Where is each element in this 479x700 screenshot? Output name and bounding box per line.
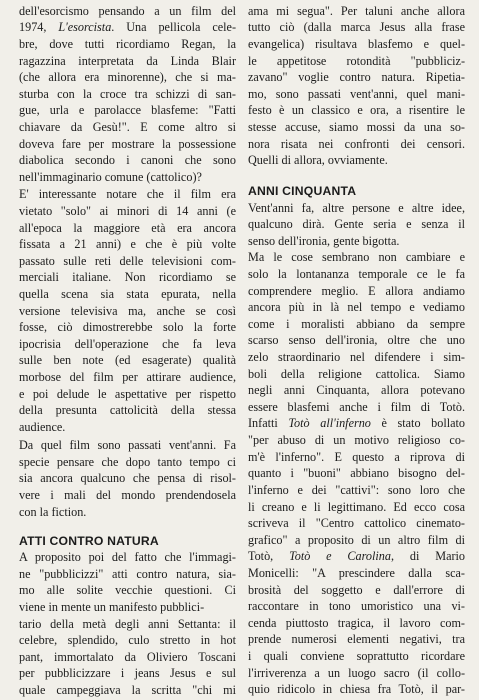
text-line: Ma le cose sembrano non cambiare e [248, 250, 465, 264]
text-line: (che allora era minorenne), che si ma- [19, 70, 236, 84]
film-title: L'esorcista [58, 20, 112, 34]
text-line: negli anni Cinquanta, allora potevano [248, 383, 465, 397]
text-line: per pubblicizzare i jeans Jesus e sul [19, 666, 236, 680]
text-line: l'inferno e dei "cattivi": sono loro che [248, 483, 465, 497]
text-line: sia ancora qualcuno che pensa di risol- [19, 471, 236, 485]
film-title: Totò all'inferno [288, 416, 371, 430]
text-line: ipocrisia dell'operazione che fa leva [19, 337, 236, 351]
text-line: celebre, splendido, culo stretto in hot [19, 633, 236, 647]
section-heading: ATTI CONTRO NATURA [19, 534, 159, 548]
text-line: i quali conviene soprattutto ricordare [248, 649, 465, 663]
text-line: fosse, ciò dimostrerebbe solo la forte [19, 320, 236, 334]
text-line: merciali italiane. Non ricordiamo se [19, 270, 236, 284]
text-line: ama mi segua". Per taluni anche allora [248, 4, 465, 18]
text-line: Monicelli: "A prescindere dalla sca- [248, 566, 465, 580]
text-line: doveva fare per mostrare la possessione [19, 137, 236, 151]
text-line: morbose del film per attirare audience, [19, 370, 236, 384]
text-line: ancora più in là nel tempo e vediamo [248, 300, 465, 314]
text-line: sturba con la croce tra schizzi di san- [19, 87, 236, 101]
text-line: pant, immortalato da Oliviero Toscani [19, 650, 236, 664]
text-line: mo alle solite vecchie questioni. Ci [19, 583, 236, 597]
text-line: audience. [19, 420, 66, 434]
text-line: cenda piuttosto tragica, il lavoro com- [248, 616, 465, 630]
text-line: zavano" voglie contro natura. Ripetia- [248, 70, 465, 84]
film-title: Totò e Carolina [289, 549, 391, 563]
text-line: raccontare in tono umoristico una vi- [248, 599, 465, 613]
text-line: quio ridicolo in chiesa fra Totò, il par- [248, 682, 465, 696]
text-line: viene in mente un manifesto pubblici- [19, 600, 205, 614]
text-line: specie pensare che dopo tanto tempo ci [19, 455, 236, 469]
text-line: quanto i "buoni" abbiano bisogno del- [248, 466, 465, 480]
text-line: A proposito poi del fatto che l'immagi- [19, 550, 236, 564]
text-line: sulle ben note (ed esagerate) qualità [19, 353, 236, 367]
text-line: brosità del soggetto e dall'errore di [248, 583, 465, 597]
text-line: Vent'anni fa, altre persone e altre idee, [248, 201, 465, 215]
section-heading: ANNI CINQUANTA [248, 184, 357, 198]
text-line: vietato "solo" ai minori di 14 anni (e [19, 204, 236, 218]
text-line: della presunta cattolicità della stessa [19, 403, 236, 417]
text-line: fissata a 21 anni) e che è più volte [19, 237, 236, 251]
text-line: evangelica) risultava blasfemo e quel- [248, 37, 465, 51]
text-line: prende numerosi elementi negativi, tra [248, 632, 465, 646]
text-line: mo, sono passati vent'anni, quel mani- [248, 87, 465, 101]
text-line: E' interessante notare che il film era [19, 187, 236, 201]
text-line: quella scena sia stata epurata, nella [19, 287, 236, 301]
text-line: scarso senso dell'ironia, oltre che uno [248, 333, 465, 347]
text-line: 1974, L'esorcista. Una pellicola cele- [19, 20, 236, 34]
text-line: nora risata nei confronti dei censori. [248, 137, 465, 151]
text-line: solo la lontananza temporale ce le fa [248, 267, 465, 281]
text-line: tutto ciò (dalla marca Jesus alla frase [248, 20, 465, 34]
text-line: scriveva il "Centro cattolico cinemato- [248, 516, 465, 530]
text-line: quale campeggiava la scritta "chi mi [19, 683, 236, 697]
text-line: e poi delude le aspettative per rispetto [19, 387, 236, 401]
text-line: Da quel film sono passati vent'anni. Fa [19, 438, 236, 452]
text-line: Totò, Totò e Carolina, di Mario [248, 549, 465, 563]
text-line: versione televisiva ma, anche se così [19, 304, 236, 318]
text-line: l'irriverenza a un luogo sacro (il collo- [248, 666, 465, 680]
text-line: chiavare da Gesù!". E come altro si [19, 120, 236, 134]
text-line: con la fiction. [19, 505, 87, 519]
text-line: stesse accuse, siamo mossi da una so- [248, 120, 465, 134]
text-line: m'è l'inferno". E questo a riprova di [248, 450, 465, 464]
text-line: festo è un classico e ora, a risentire le [248, 103, 465, 117]
text-line: vere i mali del mondo prendendosela [19, 488, 236, 502]
text-line: boli della religione cattolica. Siamo [248, 367, 465, 381]
text-line: zelo straordinario nel difendere i sim- [248, 350, 465, 364]
text-line: ragazzina interpretata da Linda Blair [19, 54, 236, 68]
text-line: comprendere meglio. E allora andiamo [248, 284, 465, 298]
text-line: grafico" a proposito di un altro film di [248, 533, 465, 547]
text-line: dell'esorcismo pensando a un film del [19, 4, 236, 18]
text-line: gue, urla e parolacce blasfeme: "Fatti [19, 103, 236, 117]
text-line: essere blasfemi anche i film di Totò. [248, 400, 465, 414]
text-line: qualcuno dirà. Gente seria e senza il [248, 217, 465, 231]
text-line: le appetitose rotondità "pubbliciz- [248, 54, 465, 68]
text-line: nell'immaginario comune (cattolico)? [19, 170, 202, 184]
text-line: Quelli di allora, ovviamente. [248, 153, 388, 167]
text-line: li creano e li legittimano. Ed ecco cosa [248, 500, 465, 514]
text-line: come i moralisti abbiano da sempre [248, 317, 465, 331]
text-line: "per abuso di un motivo religioso co- [248, 433, 465, 447]
text-line: Infatti Totò all'inferno è stato bollato [248, 416, 465, 430]
text-line: bre, dove tutti ricordiamo Regan, la [19, 37, 236, 51]
text-line: senso dell'ironia, gente bigotta. [248, 234, 400, 248]
text-line: ne "pubblicizzi" atti contro natura, sia- [19, 567, 236, 581]
text-line: tario della metà degli anni Settanta: il [19, 617, 236, 631]
text-line: diabolica secondo i canoni che sono [19, 153, 236, 167]
text-line: all'epoca la maggiore età era ancora [19, 221, 236, 235]
text-line: passato sulle reti delle televisioni com- [19, 254, 236, 268]
